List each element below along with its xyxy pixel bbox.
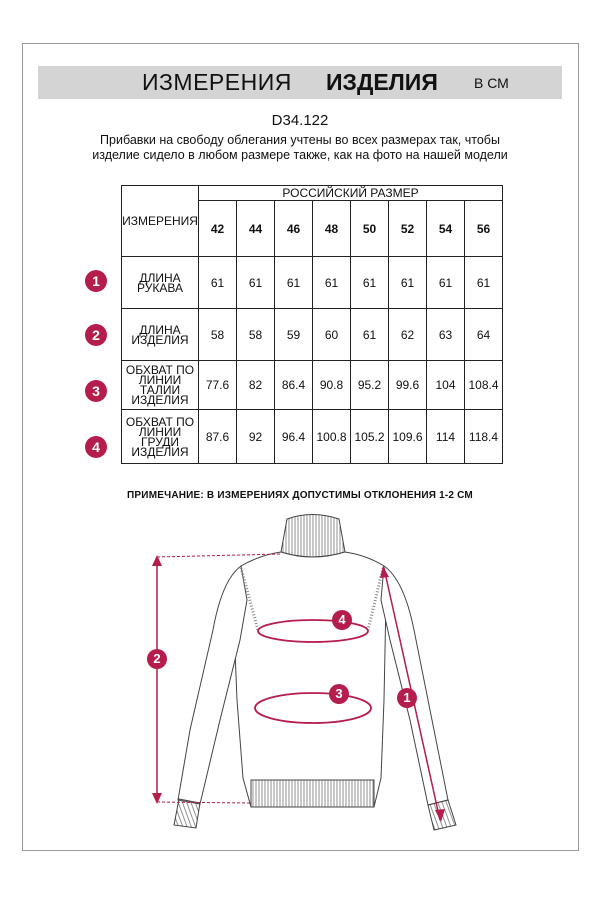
size-header: 52: [389, 201, 427, 257]
diagram-badge: 4: [332, 610, 352, 630]
table-cell: 104: [427, 361, 465, 410]
size-header: 48: [313, 201, 351, 257]
table-cell: 59: [275, 309, 313, 361]
left-cuff: [174, 799, 200, 828]
row-label: ОБХВАТ ПО ЛИНИИ ТАЛИИ ИЗДЕЛИЯ: [122, 361, 199, 410]
corner-label: ИЗМЕРЕНИЯ: [122, 186, 199, 257]
table-cell: 86.4: [275, 361, 313, 410]
hem-rib: [251, 780, 374, 807]
table-cell: 63: [427, 309, 465, 361]
guide-line: [157, 802, 251, 803]
table-cell: 61: [351, 309, 389, 361]
table-cell: 61: [313, 257, 351, 309]
diagram-badge: 3: [329, 684, 349, 704]
diagram-badge: 1: [397, 688, 417, 708]
table-cell: 61: [351, 257, 389, 309]
table-cell: 82: [237, 361, 275, 410]
table-cell: 61: [275, 257, 313, 309]
table-cell: 92: [237, 410, 275, 464]
table-cell: 114: [427, 410, 465, 464]
title-unit: В СМ: [474, 75, 509, 91]
row-label: ОБХВАТ ПО ЛИНИИ ГРУДИ ИЗДЕЛИЯ: [122, 410, 199, 464]
size-header: 56: [465, 201, 503, 257]
size-header: 50: [351, 201, 389, 257]
fit-note: Прибавки на свободу облегания учтены во всех размерах так, чтобы изделие сидело в любом размере также, как на фото на нашей модели: [92, 133, 508, 162]
body-outline: [233, 552, 386, 807]
table-cell: 96.4: [275, 410, 313, 464]
table-cell: 100.8: [313, 410, 351, 464]
table-cell: 77.6: [199, 361, 237, 410]
table-cell: 58: [199, 309, 237, 361]
table-cell: 64: [465, 309, 503, 361]
row-number-badge: 4: [85, 436, 107, 458]
table-cell: 118.4: [465, 410, 503, 464]
table-cell: 99.6: [389, 361, 427, 410]
russian-size-header: РОССИЙСКИЙ РАЗМЕР: [199, 186, 503, 201]
table-cell: 58: [237, 309, 275, 361]
collar-shape: [281, 515, 345, 558]
tolerance-remark: ПРИМЕЧАНИЕ: В ИЗМЕРЕНИЯХ ДОПУСТИМЫ ОТКЛОНЕНИЯ 1-2 СМ: [127, 490, 473, 501]
row-number-badge: 2: [85, 324, 107, 346]
table-cell: 87.6: [199, 410, 237, 464]
size-header: 54: [427, 201, 465, 257]
row-number-badge: 1: [85, 270, 107, 292]
table-cell: 108.4: [465, 361, 503, 410]
diagram-badge: 2: [147, 649, 167, 669]
table-cell: 95.2: [351, 361, 389, 410]
table-cell: 61: [427, 257, 465, 309]
table-cell: 61: [389, 257, 427, 309]
table-cell: 61: [237, 257, 275, 309]
size-header: 46: [275, 201, 313, 257]
size-header: 44: [237, 201, 275, 257]
table-cell: 109.6: [389, 410, 427, 464]
size-header: 42: [199, 201, 237, 257]
table-cell: 90.8: [313, 361, 351, 410]
table-cell: 61: [465, 257, 503, 309]
table-cell: 105.2: [351, 410, 389, 464]
row-number-badge: 3: [85, 380, 107, 402]
title-measurements: ИЗМЕРЕНИЯ: [142, 69, 292, 95]
title-product: ИЗДЕЛИЯ: [326, 69, 438, 95]
table-cell: 62: [389, 309, 427, 361]
product-sku: D34.122: [271, 112, 329, 129]
table-cell: 61: [199, 257, 237, 309]
row-label: ДЛИНА ИЗДЕЛИЯ: [122, 309, 199, 361]
row-label: ДЛИНА РУКАВА: [122, 257, 199, 309]
table-cell: 60: [313, 309, 351, 361]
